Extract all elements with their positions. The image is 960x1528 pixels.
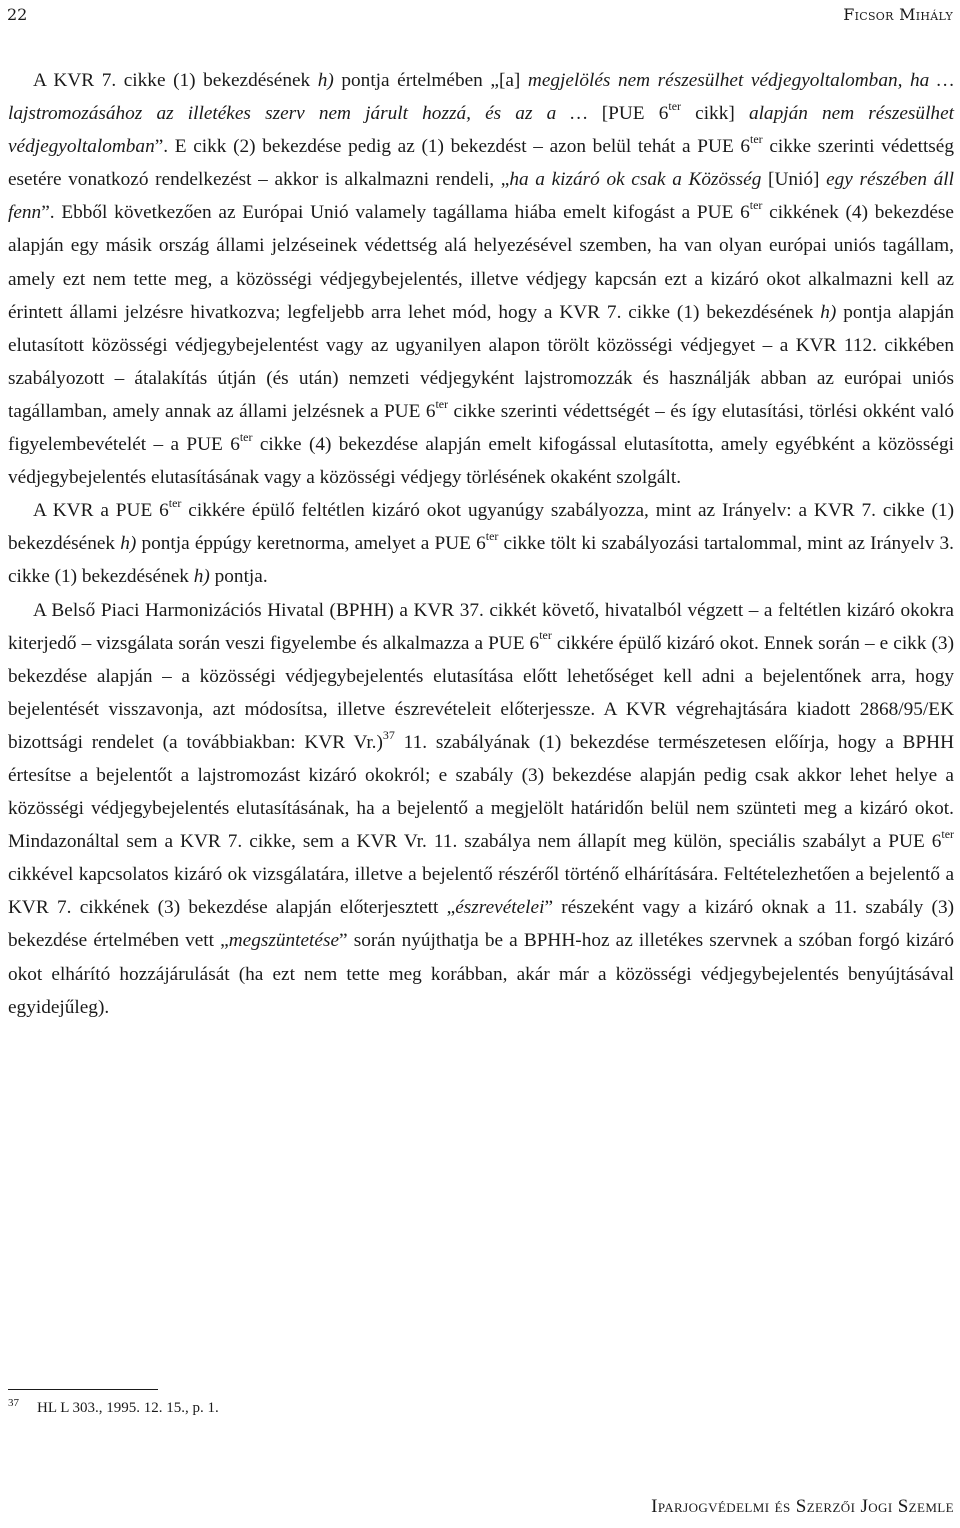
running-head-author: Ficsor Mihály (843, 5, 953, 24)
page-number: 22 (7, 5, 28, 24)
paragraph (8, 594, 954, 1024)
superscript: ter (941, 826, 954, 841)
italic-run: ha a kizáró ok csak a Közösség (509, 169, 762, 191)
italic-run: h) (193, 566, 210, 588)
superscript: ter (750, 131, 763, 146)
text-run: cikkének (4) bekezdése alapján egy másik ország állami jelzéseinek védettség alá helyezésével szemben, ha van olyan európai uniós tagállam, amely ezt nem tette meg, a közösségi védjegybejelentés, illetve védjegy kapcsán ezt a kizáró okot alkalmazni kell az érintett állami jelzésre hivatkozva; legfeljebb arra lehet mód, hogy a KVR 7. cikke (1) bekezdésének (8, 202, 954, 323)
italic-run: h) (820, 301, 837, 323)
text-run: cikkére épülő kizáró okot. Ennek során – e cikk (3) bekezdése alapján – a közösségi védjegybejelentés elutasítása előtt lehetőséget kell adni a bejelentőnek arra, hogy bejelentését visszavonja, azt módosítsa, illetve észrevételeit előterjessze. A KVR végrehajtására kiadott 2868/95/EK bizottsági rendelet (a továbbiakban: KVR Vr.) (8, 632, 954, 753)
journal-title: Iparjogvédelmi és Szerzői Jogi Szemle (651, 1496, 954, 1517)
text-run: cikke szerinti védettségét – és így elutasítási, törlési okként való figyelembevételét – a PUE 6 (8, 400, 954, 456)
text-run: cikke tölt ki szabályozási tartalommal, mint az Irányelv 3. cikke (1) bekezdésének (8, 533, 954, 588)
footnote-mark: 37 (8, 1397, 19, 1409)
text-run: cikkével kapcsolatos kizáró ok vizsgálatára, illetve a bejelentő részéről történő elhárítására. Feltételezhetően a bejelentő a KVR 7. cikkének (3) bekezdése alapján előterjesztett „ (8, 864, 954, 919)
footnote-text: HL L 303., 1995. 12. 15., p. 1. (37, 1400, 219, 1416)
italic-run: alapján nem részesülhet védjegyoltalomban (8, 103, 954, 158)
text-run: 11. szabályának (1) bekezdése természetesen előírja, hogy a BPHH értesítse a bejelentőt a lajstromozást kizáró okokról; e szabály (3) bekezdése alapján pedig csak akkor lehet helye a közösségi védjegybejelentés elutasításának, ha a bejelentő a megjelölt határidőn belül nem szünteti meg a kizáró okot. Mindazonáltal sem a KVR 7. cikke, sem a KVR Vr. 11. szabálya nem állapít meg külön, speciális szabályt a PUE 6 (8, 731, 954, 853)
italic-run: észrevételei (455, 897, 545, 919)
text-run: A Belső Piaci Harmonizációs Hivatal (BPHH) a KVR 37. cikkét követő, hivatalból végzett – a feltétlen kizáró okokra kiterjedő – vizsgálata során veszi figyelembe és alkalmazza a PUE 6 (8, 599, 954, 654)
italic-run: h) (120, 533, 137, 555)
body-text (8, 64, 954, 1024)
superscript: ter (485, 529, 499, 544)
text-run: cikk] (680, 103, 749, 125)
text-run: ” részeként vagy a kizáró oknak a 11. szabály (3) bekezdése értelmében vett „ (8, 897, 954, 952)
text-run: pontja. (209, 566, 268, 588)
footnote (8, 1397, 219, 1417)
text-run: ” során nyújthatja be a BPHH-hoz az illetékes szervnek a szóban forgó kizáró okot elhárító hozzájárulását (ha ezt nem tette meg korábban, akár már a közösségi védjegybejelentés benyújtásával egyidejűleg). (8, 930, 954, 1018)
text-run: cikke szerinti védettség esetére vonatkozó rendelkezést – akkor is alkalmazni rendeli, „ (8, 136, 955, 191)
superscript: ter (435, 396, 449, 411)
italic-run: egy részében áll fenn (8, 169, 955, 224)
superscript: ter (168, 496, 182, 511)
text-run: pontja értelmében „[a] (333, 70, 528, 91)
italic-run: megjelölés nem részesülhet védjegyoltalomban, ha … lajstromozásához az illetékes szerv nem járult hozzá, és az a … (8, 70, 954, 125)
superscript: ter (239, 429, 253, 444)
text-run: ”. E cikk (2) bekezdése pedig az (1) bekezdést – azon belül tehát a PUE 6 (154, 136, 751, 158)
superscript: 37 (382, 727, 395, 742)
text-run: [Unió] (761, 169, 827, 191)
italic-run: megszüntetése (228, 930, 340, 952)
footnote-rule (8, 1389, 158, 1390)
text-run: cikke (4) bekezdése alapján emelt kifogással elutasította, amely egyébként a közösségi védjegybejelentés elutasításának vagy a közösségi védjegy törlésének okaként szolgált. (8, 434, 954, 489)
superscript: ter (539, 628, 552, 643)
text-run: A KVR 7. cikke (1) bekezdésének (33, 70, 318, 91)
page-header (0, 0, 960, 40)
text-run: cikkére épülő feltétlen kizáró okot ugyanúgy szabályozza, mint az Irányelv: a KVR 7. cikke (1) bekezdésének (8, 500, 954, 555)
text-run: [PUE 6 (587, 103, 669, 125)
text-run: pontja alapján elutasított közösségi védjegybejelentést vagy az ugyanilyen alapon törölt közösségi védjegyet – a KVR 112. cikkében szabályozott – átalakítás útján (és után) nemzeti védjegyként lajstromozzák és használják abban az európai uniós tagállamban, amely annak az állami jelzésnek a PUE 6 (8, 301, 954, 422)
superscript: ter (668, 98, 681, 113)
text-run: pontja éppúgy keretnorma, amelyet a PUE 6 (136, 533, 486, 555)
italic-run: h) (317, 70, 334, 91)
paragraph (8, 494, 954, 593)
superscript: ter (749, 198, 763, 213)
text-run: A KVR a PUE 6 (33, 500, 169, 522)
text-run: ”. Ebből következően az Európai Unió valamely tagállama hiába emelt kifogást a PUE 6 (41, 202, 750, 224)
paragraph (8, 64, 954, 494)
